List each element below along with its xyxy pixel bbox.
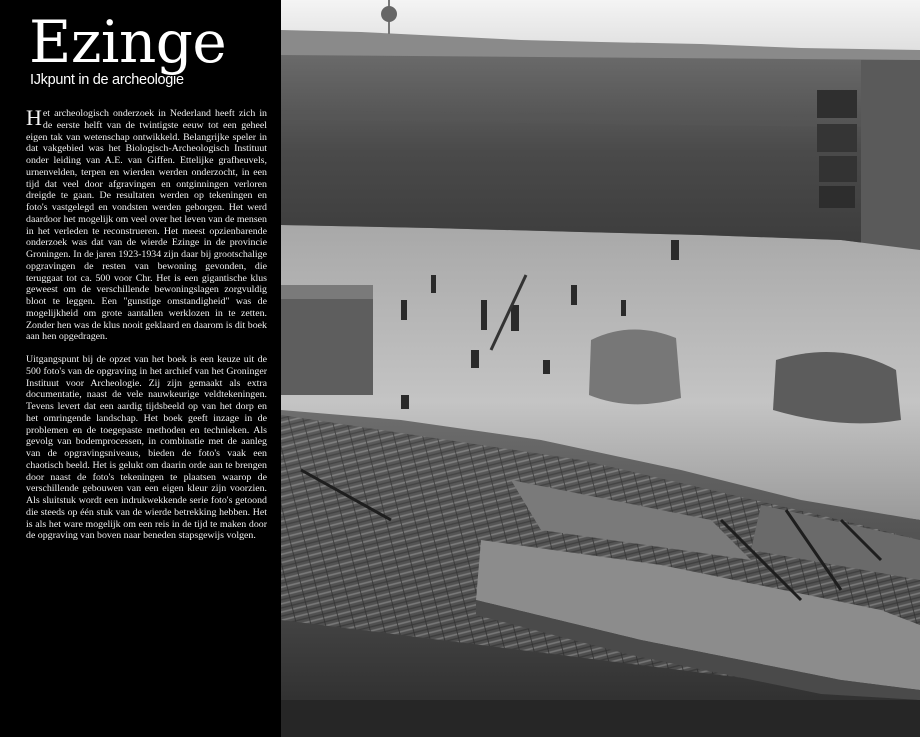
paragraph-1: Het archeologisch onderzoek in Nederland heeft zich in de eerste helft van de twintigste eeuw tot een geheel eigen tak van wetenschap ontwikkeld. Belangrijke speler in dat vakgebied was het Biologisch-Archeologisch Instituut onder leiding van A.E. van Giffen. Ettelijke grafheuvels, urnenvelden, terpen en wierden werden onderzocht, in een tijd dat veel door afgravingen en ontginningen verloren dreigde te gaan. De resultaten werden op tekeningen en foto's vastgelegd en vondsten werden geborgen. Het werd daardoor het mogelijk om veel over het leven van de mensen in het verleden te reconstrueren. Het meest opzienbarende onderzoek was dat van de wierde Ezinge in de provincie Groningen. In de jaren 1923-1934 zijn daar bij grootschalige opgravingen de resten van bewoning gevonden, die teruggaat tot ca. 500 voor Chr. Het is een gigantische klus geweest om de verschillende bewoningslagen zorgvuldig bloot te leggen. Een "gunstige omstandigheid" was de mogelijkheid om grote aantallen werklozen in te zetten. Zonder hen was de klus nooit geklaard en daarom is dit boek aan hen opgedragen.	[26, 105, 267, 343]
text-panel	[0, 0, 281, 737]
paragraph-2: Uitgangspunt bij de opzet van het boek is een keuze uit de 500 foto's van de opgraving in het archief van het Groninger Instituut voor Archeologie. Zij zijn gemaakt als extra documentatie, naast de vele nauwkeurige veldtekeningen. Tevens levert dat een aardig tijdsbeeld op van het dorp en het omringende landschap. Het boek geeft inzage in de problemen en de toegepaste methoden en technieken. Als gevolg van bodemprocessen, in combinatie met de aanleg van de opgravingsniveaus, bieden de foto's vaak een chaotisch beeld. Het is gelukt om daarin orde aan te brengen door naast de foto's tekeningen te plaatsen waarop de verschillende gebouwen van een eigen kleur zijn voorzien. Als sluitstuk wordt een indrukwekkende serie foto's getoond die steeds op één stuk van de wierde betrekking hebben. Het is als het ware mogelijk om een reis in de tijd te maken door de opgraving van boven naar beneden stapsgewijs volgen.	[26, 354, 267, 542]
excavation-photo-illustration	[281, 0, 920, 737]
book-subtitle: IJkpunt in de archeologie	[30, 72, 184, 88]
book-title: Ezinge	[29, 8, 227, 76]
blurb-text	[26, 105, 267, 542]
excavation-photo	[281, 0, 920, 737]
